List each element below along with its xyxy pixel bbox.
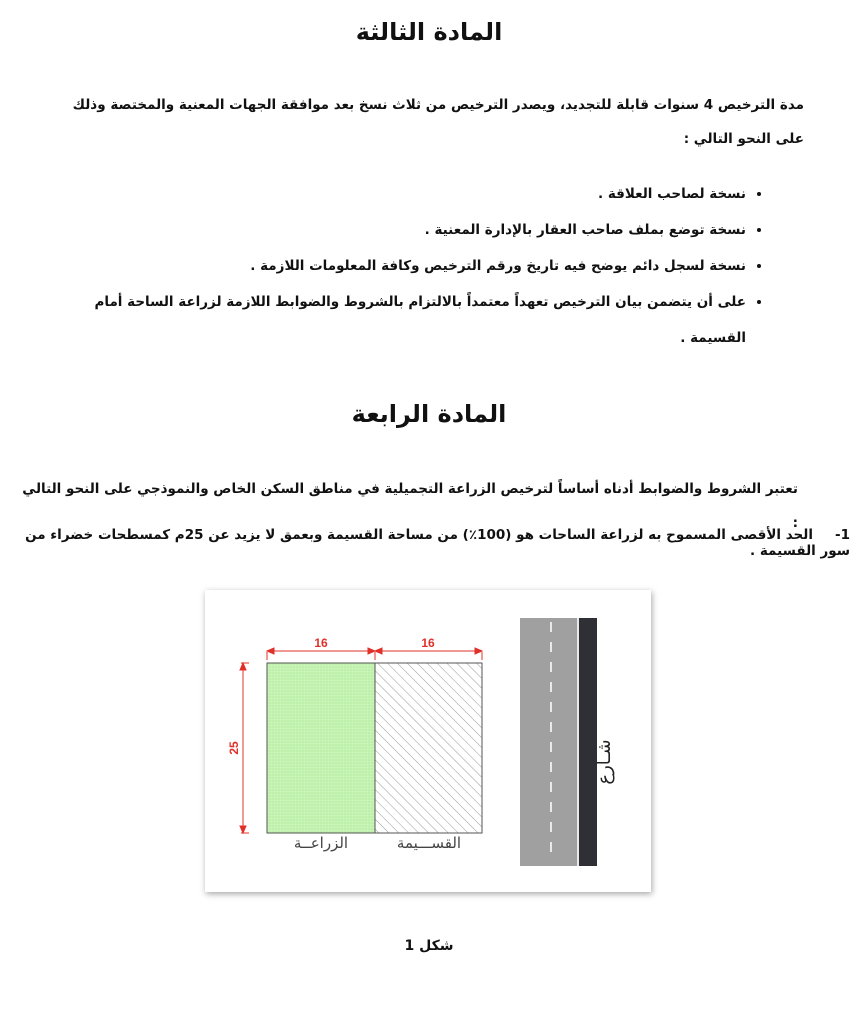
plot-label: القســـيمة: [396, 834, 462, 852]
article-3-bullet-list: [46, 176, 768, 356]
article-4-intro: تعتبر الشروط والضوابط أدناه أساساً لترخيص الزراعة التجميلية في مناطق السكن الخاص والنموذجي على النحو التالي :: [22, 481, 798, 531]
dimension-label-left: 16: [314, 636, 328, 650]
dimension-label-right: 16: [421, 636, 435, 650]
plot-diagram: [205, 590, 651, 892]
item-text: الحد الأقصى المسموح به لزراعة الساحات هو (100٪) من مساحة القسيمة وبعمق لا يزيد عن 25م كمسطحات خضراء من سور القسيمة .: [25, 527, 850, 559]
article-4-item-1: [10, 527, 850, 559]
dimension-top: [267, 648, 482, 660]
figure-frame: [205, 590, 651, 892]
item-number: 1-: [834, 527, 850, 543]
street-label: شـارع: [594, 739, 615, 785]
plot-area: [375, 663, 482, 833]
dimension-left: [240, 663, 249, 833]
bullet-item: • نسخة لصاحب العلاقة .: [46, 176, 746, 212]
article-4-title: المادة الرابعة: [351, 400, 507, 428]
article-3-intro: مدة الترخيص 4 سنوات قابلة للتجديد، ويصدر الترخيص من ثلاث نسخ بعد موافقة الجهات المعنية والمختصة وذلك على النحو التالي :: [72, 97, 804, 147]
bullet-item: • نسخة لسجل دائم يوضح فيه تاريخ ورقم الترخيص وكافة المعلومات اللازمة .: [46, 248, 746, 284]
figure-caption: شكل 1: [404, 938, 454, 954]
planting-label: الزراعــة: [293, 834, 349, 852]
article-3-title: المادة الثالثة: [355, 18, 503, 46]
planting-area: [267, 663, 375, 833]
bullet-item: • نسخة توضع بملف صاحب العقار بالإدارة المعنية .: [46, 212, 746, 248]
dimension-label-depth: 25: [227, 741, 241, 755]
bullet-item: • على أن يتضمن بيان الترخيص تعهداً معتمداً بالالتزام بالشروط والضوابط اللازمة لزراعة الساحة أمام القسيمة .: [46, 284, 746, 356]
